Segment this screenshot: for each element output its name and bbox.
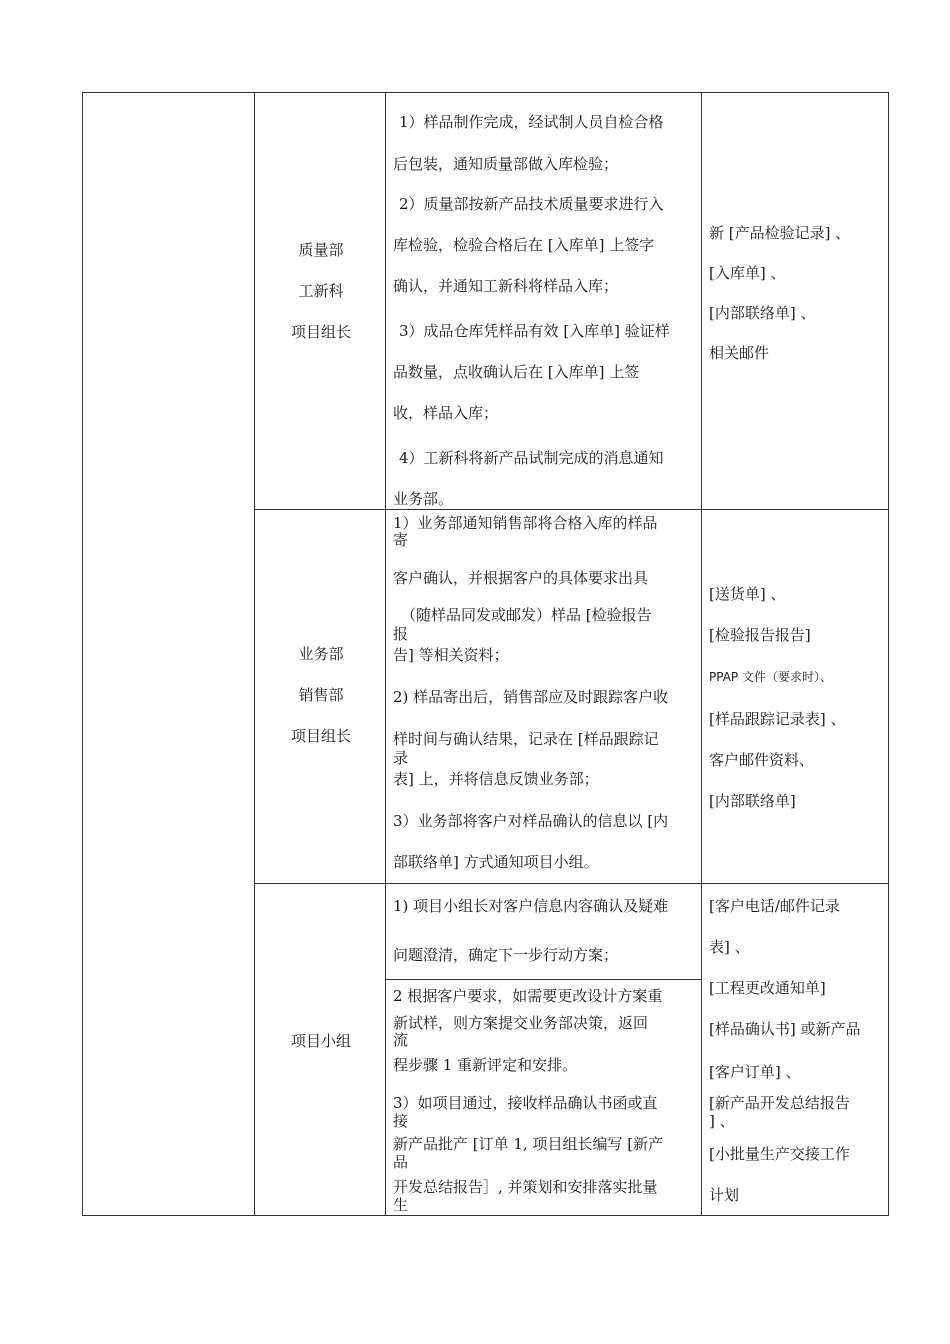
step-line: 1) 项目小组长对客户信息内容确认及疑难 (393, 897, 669, 915)
row-divider-1 (254, 509, 888, 510)
dept-line: 质量部 (298, 241, 344, 259)
step-line: 2) 样品寄出后，销售部应及时跟踪客户收 (393, 688, 669, 706)
record-line: [客户订单] 、 (709, 1063, 801, 1081)
record-line: 新 [产品检验记录] 、 (709, 224, 851, 242)
dept-line: 项目小组 (290, 1032, 351, 1050)
step-line: 流 (393, 1031, 409, 1049)
step-line: 接 (393, 1112, 409, 1130)
step-line: 寄 (393, 531, 409, 549)
step-line: 确认，并通知工新科将样品入库； (393, 277, 619, 295)
step-line: 3）成品仓库凭样品有效 [入库单] 验证样 (399, 322, 670, 340)
record-line: [入库单] 、 (709, 264, 786, 282)
dept-line: 销售部 (298, 686, 344, 704)
step-line: 1）业务部通知销售部将合格入库的样品 (393, 514, 658, 532)
record-line: [样品跟踪记录表] 、 (709, 710, 846, 728)
process-table (82, 92, 889, 1216)
step-line: 1）样品制作完成，经试制人员自检合格 (399, 113, 664, 131)
row1-dept (256, 230, 386, 353)
record-line: [送货单] 、 (709, 585, 786, 603)
record-line: [样品确认书] 或新产品 (709, 1020, 861, 1038)
step-line: 表] 上，并将信息反馈业务部； (393, 770, 599, 788)
step-line: 品数量，点收确认后在 [入库单] 上签 (393, 363, 640, 381)
record-line: [内部联络单] (709, 792, 796, 810)
step-line: 开发总结报告］, 并策划和安排落实批量 (393, 1178, 658, 1196)
step-line: 客户确认，并根据客户的具体要求出具 (393, 569, 649, 587)
step-line: 新试样，则方案提交业务部决策，返回 (393, 1014, 649, 1032)
record-line: [内部联络单] 、 (709, 304, 816, 322)
step-line: 收，样品入库； (393, 404, 499, 422)
dept-line: 业务部 (298, 645, 344, 663)
cell-divider-row3 (385, 979, 701, 980)
record-line: [新产品开发总结报告 (709, 1094, 850, 1112)
step-line: 业务部。 (393, 490, 454, 508)
row3-dept (256, 1021, 386, 1062)
column-divider-1 (254, 93, 255, 1215)
record-line: 相关邮件 (709, 344, 770, 362)
record-line: 表] 、 (709, 938, 750, 956)
row2-dept (256, 634, 386, 757)
record-line: 计划 (709, 1186, 740, 1204)
step-line: 程步骤 1 重新评定和安排。 (393, 1056, 578, 1074)
step-line: 4）工新科将新产品试制完成的消息通知 (399, 449, 664, 467)
record-line: [小批量生产交接工作 (709, 1145, 850, 1163)
step-line: 3）业务部将客户对样品确认的信息以 [内 (393, 812, 669, 830)
step-line: 问题澄清，确定下一步行动方案； (393, 946, 619, 964)
step-line: 2 根据客户要求，如需要更改设计方案重 (393, 987, 663, 1005)
step-line: 报 (393, 625, 409, 643)
step-line: 后包装，通知质量部做入库检验； (393, 155, 619, 173)
step-line: 新产品批产 [订单 1, 项目组长编写 [新产 (393, 1135, 664, 1153)
step-line: 品 (393, 1153, 409, 1171)
step-line: 录 (393, 749, 409, 767)
dept-line: 项目组长 (290, 727, 351, 745)
step-line: 2）质量部按新产品技术质量要求进行入 (399, 195, 664, 213)
record-line: ] 、 (709, 1112, 735, 1130)
step-line: 告] 等相关资料； (393, 646, 509, 664)
step-line: 3）如项目通过，接收样品确认书函或直 (393, 1094, 658, 1112)
step-line: 库检验，检验合格后在 [入库单] 上签字 (393, 236, 655, 254)
dept-line: 工新科 (298, 282, 344, 300)
record-line: 客户邮件资料、 (709, 751, 815, 769)
record-line: [客户电话/邮件记录 (709, 897, 840, 915)
record-line: [工程更改通知单] (709, 979, 826, 997)
column-divider-3 (701, 93, 702, 1215)
dept-line: 项目组长 (290, 323, 351, 341)
step-line: 样时间与确认结果，记录在 [样品跟踪记 (393, 730, 659, 748)
step-line: 生 (393, 1196, 409, 1214)
row-divider-2 (254, 883, 888, 884)
step-line: 部联络单] 方式通知项目小组。 (393, 853, 599, 871)
step-line: （随样品同发或邮发）样品 [检验报告 (401, 606, 652, 624)
record-line: PPAP 文件（要求时）、 (709, 670, 832, 684)
record-line: [检验报告报告] (709, 626, 811, 644)
